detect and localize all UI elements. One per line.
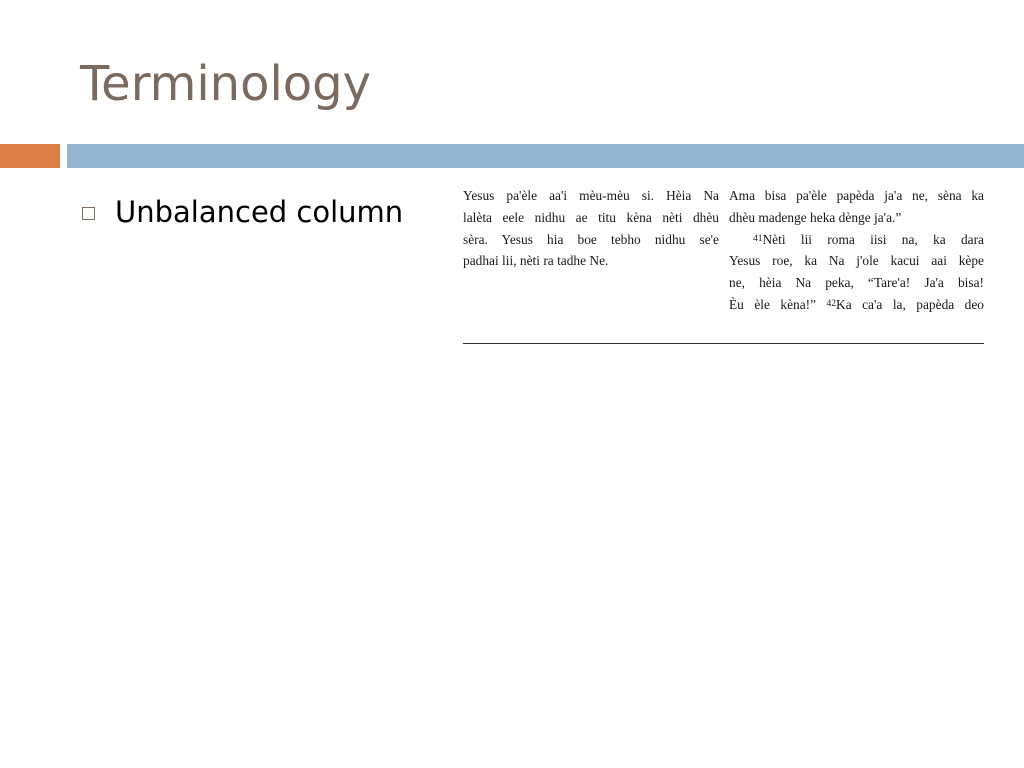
accent-bar-orange xyxy=(0,144,60,168)
right-column-line: ne, hèia Na peka, “Tare'a! Ja'a bisa! xyxy=(729,275,984,291)
verse-text: Nèti lii roma iisi na, ka dara xyxy=(762,231,984,247)
left-column xyxy=(463,185,719,272)
right-column-line xyxy=(729,229,984,251)
left-column-line: sèra. Yesus hia boe tebho nidhu se'e xyxy=(463,231,719,247)
square-bullet-icon xyxy=(82,207,95,220)
footnote-rule xyxy=(463,343,984,344)
right-column-line: Yesus roe, ka Na j'ole kacui aai kèpe xyxy=(729,253,984,269)
left-column-line: lalèta eele nidhu ae titu kèna nèti dhèu xyxy=(463,209,719,225)
verse-text: Ka ca'a la, papèda deo xyxy=(836,296,984,312)
verse-text: Èu èle kèna!” xyxy=(729,296,817,312)
left-column-line: Yesus pa'èle aa'i mèu-mèu si. Hèia Na xyxy=(463,188,719,203)
two-column-example xyxy=(463,185,984,347)
verse-number: 42 xyxy=(826,298,837,309)
right-column-line: dhèu madenge heka dènge ja'a.” xyxy=(729,209,902,225)
left-column-line: padhai lii, nèti ra tadhe Ne. xyxy=(463,253,609,269)
verse-number: 41 xyxy=(753,233,763,244)
accent-bar-blue xyxy=(67,144,1024,168)
bullet-item xyxy=(82,190,403,234)
right-column xyxy=(729,185,984,316)
slide-title: Terminology xyxy=(80,56,372,112)
bullet-text: Unbalanced column xyxy=(115,195,404,229)
right-column-line xyxy=(729,294,984,316)
right-column-line: Ama bisa pa'èle papèda ja'a ne, sèna ka xyxy=(729,188,984,203)
